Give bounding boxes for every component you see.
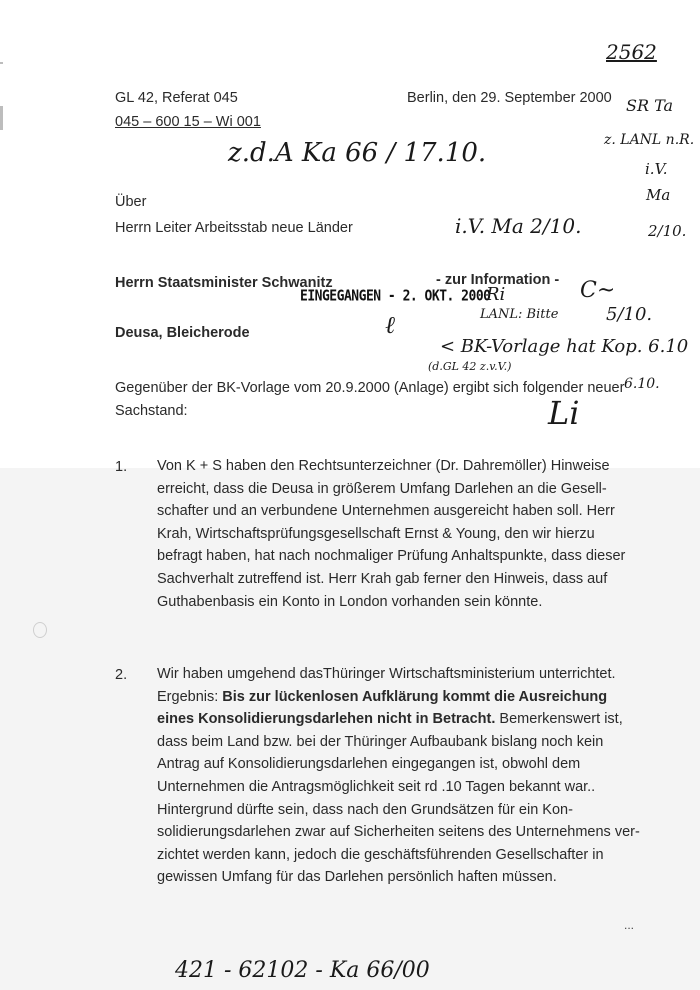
handwritten-signature: Li [548, 394, 580, 432]
handwritten-margin-note: 2/10. [648, 222, 687, 240]
item1-line: Von K + S haben den Rechtsunterzeichner (Dr. Dahremöller) Hinweise [157, 458, 610, 474]
via-recipient: Herrn Leiter Arbeitsstab neue Länder [115, 220, 353, 236]
handwritten-filing-note: z.d.A Ka 66 / 17.10. [228, 138, 487, 168]
via-label: Über [115, 194, 147, 210]
item1-line: befragt haben, hat nach nochmaliger Prüfung Anhaltspunkte, dass dieser [157, 548, 626, 565]
item2-paragraph [157, 663, 640, 889]
handwritten-note: LANL: Bitte [480, 307, 559, 322]
item2-line: Antrag auf Konsolidierungsdarlehen eingegangen ist, obwohl dem [157, 756, 581, 773]
item1-line: Sachverhalt zutreffend ist. Herr Krah gab ferner den Hinweis, dass auf [157, 570, 608, 587]
handwritten-file-reference: 421 - 62102 - Ka 66/00 [175, 958, 430, 983]
scan-edge-mark [0, 106, 3, 130]
department-line: GL 42, Referat 045 [115, 90, 238, 106]
item2-line [157, 708, 640, 731]
handwritten-margin-note: Ma [646, 186, 671, 204]
handwritten-date: 6.10. [624, 376, 660, 392]
item2-result-bold: Bis zur lückenlosen Aufklärung kommt die Ausreichung [222, 688, 608, 705]
item1-line: Guthabenbasis ein Konto in London vorhanden sein könnte. [157, 593, 543, 610]
item1-line: erreicht, dass die Deusa in größerem Umfang Darlehen an die Gesell- [157, 480, 607, 497]
handwritten-margin-note: z. LANL n.R. [604, 132, 695, 148]
addressee-purpose: - zur Information - [436, 272, 560, 288]
item1-line: Krah, Wirtschaftsprüfungsgesellschaft Ernst & Young, den wir hierzu [157, 525, 595, 542]
item1-line: schafter und an verbundene Unternehmen ausgereicht haben soll. Herr [157, 503, 615, 520]
item2-line: Wir haben umgehend dasThüringer Wirtschaftsministerium unterrichtet. [157, 666, 616, 682]
handwritten-doc-number: 2562 [606, 40, 657, 64]
item2-line: Unternehmen die Antragsmöglichkeit seit rd .10 Tagen bekannt war.. [157, 778, 596, 795]
scan-edge-mark [0, 62, 3, 64]
item2-line: dass beim Land bzw. bei der Thüringer Aufbaubank bislang noch kein [157, 733, 604, 750]
item-number: 1. [115, 459, 128, 475]
handwritten-bk-note-sub: (d.GL 42 z.v.V.) [428, 360, 512, 373]
item2-line [157, 686, 640, 709]
intro-paragraph [115, 377, 624, 422]
continuation-mark: ... [624, 918, 635, 932]
received-stamp: EINGEGANGEN - 2. OKT. 2000 [300, 287, 491, 306]
date-line: Berlin, den 29. September 2000 [407, 90, 612, 106]
handwritten-stamp-initial: Ri [486, 284, 506, 305]
handwritten-margin-note: SR Ta [626, 96, 674, 115]
punch-hole-mark [33, 622, 47, 638]
item-number: 2. [115, 667, 128, 683]
handwritten-initial: i.V. Ma 2/10. [455, 214, 582, 238]
item2-line: gewissen Umfang für das Darlehen persönlich haften müssen. [157, 869, 557, 886]
item2-result-bold: eines Konsolidierungsdarlehen nicht in Betracht. [157, 711, 496, 728]
handwritten-bk-note: < BK-Vorlage hat Kop. 6.10 [440, 336, 689, 357]
handwritten-signature: ℓ [385, 311, 395, 339]
item2-remark: Bemerkenswert ist, [495, 711, 623, 728]
item2-result-label: Ergebnis: [157, 688, 223, 705]
reference-number: 045 – 600 15 – Wi 001 [115, 114, 261, 130]
item2-line: solidierungsdarlehen zwar auf Sicherheiten seitens des Unternehmens ver- [157, 824, 640, 841]
handwritten-signature: C~ [580, 278, 616, 303]
handwritten-margin-note: i.V. [645, 160, 668, 178]
intro-line: Gegenüber der BK-Vorlage vom 20.9.2000 (Anlage) ergibt sich folgender neuer [115, 380, 625, 396]
handwritten-date: 5/10. [606, 304, 653, 325]
addressee-name: Herrn Staatsminister Schwanitz [115, 275, 333, 291]
item2-line: Hintergrund dürfte sein, dass nach den Grundsätzen für ein Kon- [157, 801, 573, 818]
intro-line: Sachstand: [115, 402, 188, 419]
item2-line: zichtet werden kann, jedoch die geschäftsführenden Gesellschafter in [157, 846, 604, 863]
item1-paragraph [157, 455, 625, 613]
subject-line: Deusa, Bleicherode [115, 325, 250, 341]
